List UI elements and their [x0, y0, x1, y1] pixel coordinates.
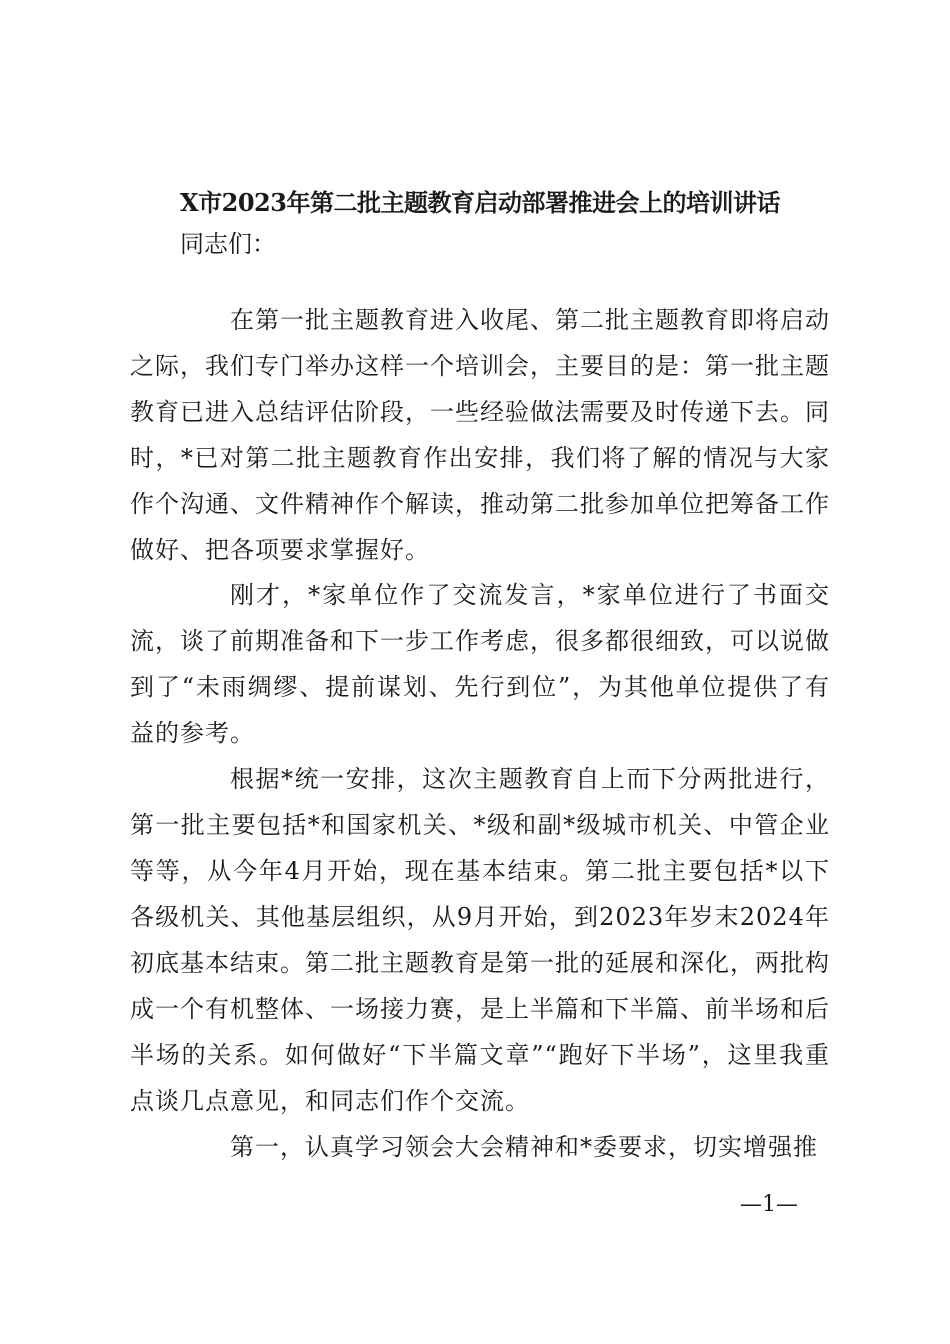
paragraph: 根据*统一安排，这次主题教育自上而下分两批进行，第一批主要包括*和国家机关、*级和副*级城市机关、中管企业等等，从今年4月开始，现在基本结束。第二批主要包括*以下各级机关、其他基层组织，从9月开始，到2023年岁末2024年初底基本结束。第二批主题教育是第一批的延展和深化，两批构成一个有机整体、一场接力赛，是上半篇和下半篇、前半场和后半场的关系。如何做好“下半篇文章”“跑好下半场”，这里我重点谈几点意见，和同志们作个交流。 — [130, 765, 830, 1115]
paragraph: 在第一批主题教育进入收尾、第二批主题教育即将启动之际，我们专门举办这样一个培训会，主要目的是：第一批主题教育已进入总结评估阶段，一些经验做法需要及时传递下去。同时，*已对第二批主题教育作出安排，我们将了解的情况与大家作个沟通、文件精神作个解读，推动第二批参加单位把筹备工作做好、把各项要求掌握好。 — [130, 306, 830, 564]
document-title: X市2023年第二批主题教育启动部署推进会上的培训讲话 — [180, 188, 780, 217]
page-number: —1— — [740, 1192, 798, 1217]
salutation: 同志们： — [180, 230, 276, 258]
paragraph: 第一，认真学习领会大会精神和*委要求，切实增强推 — [230, 1133, 818, 1161]
paragraph: 刚才，*家单位作了交流发言，*家单位进行了书面交流，谈了前期准备和下一步工作考虑，很多都很细致，可以说做到了“未雨绸缪、提前谋划、先行到位”，为其他单位提供了有益的参考。 — [130, 581, 830, 747]
